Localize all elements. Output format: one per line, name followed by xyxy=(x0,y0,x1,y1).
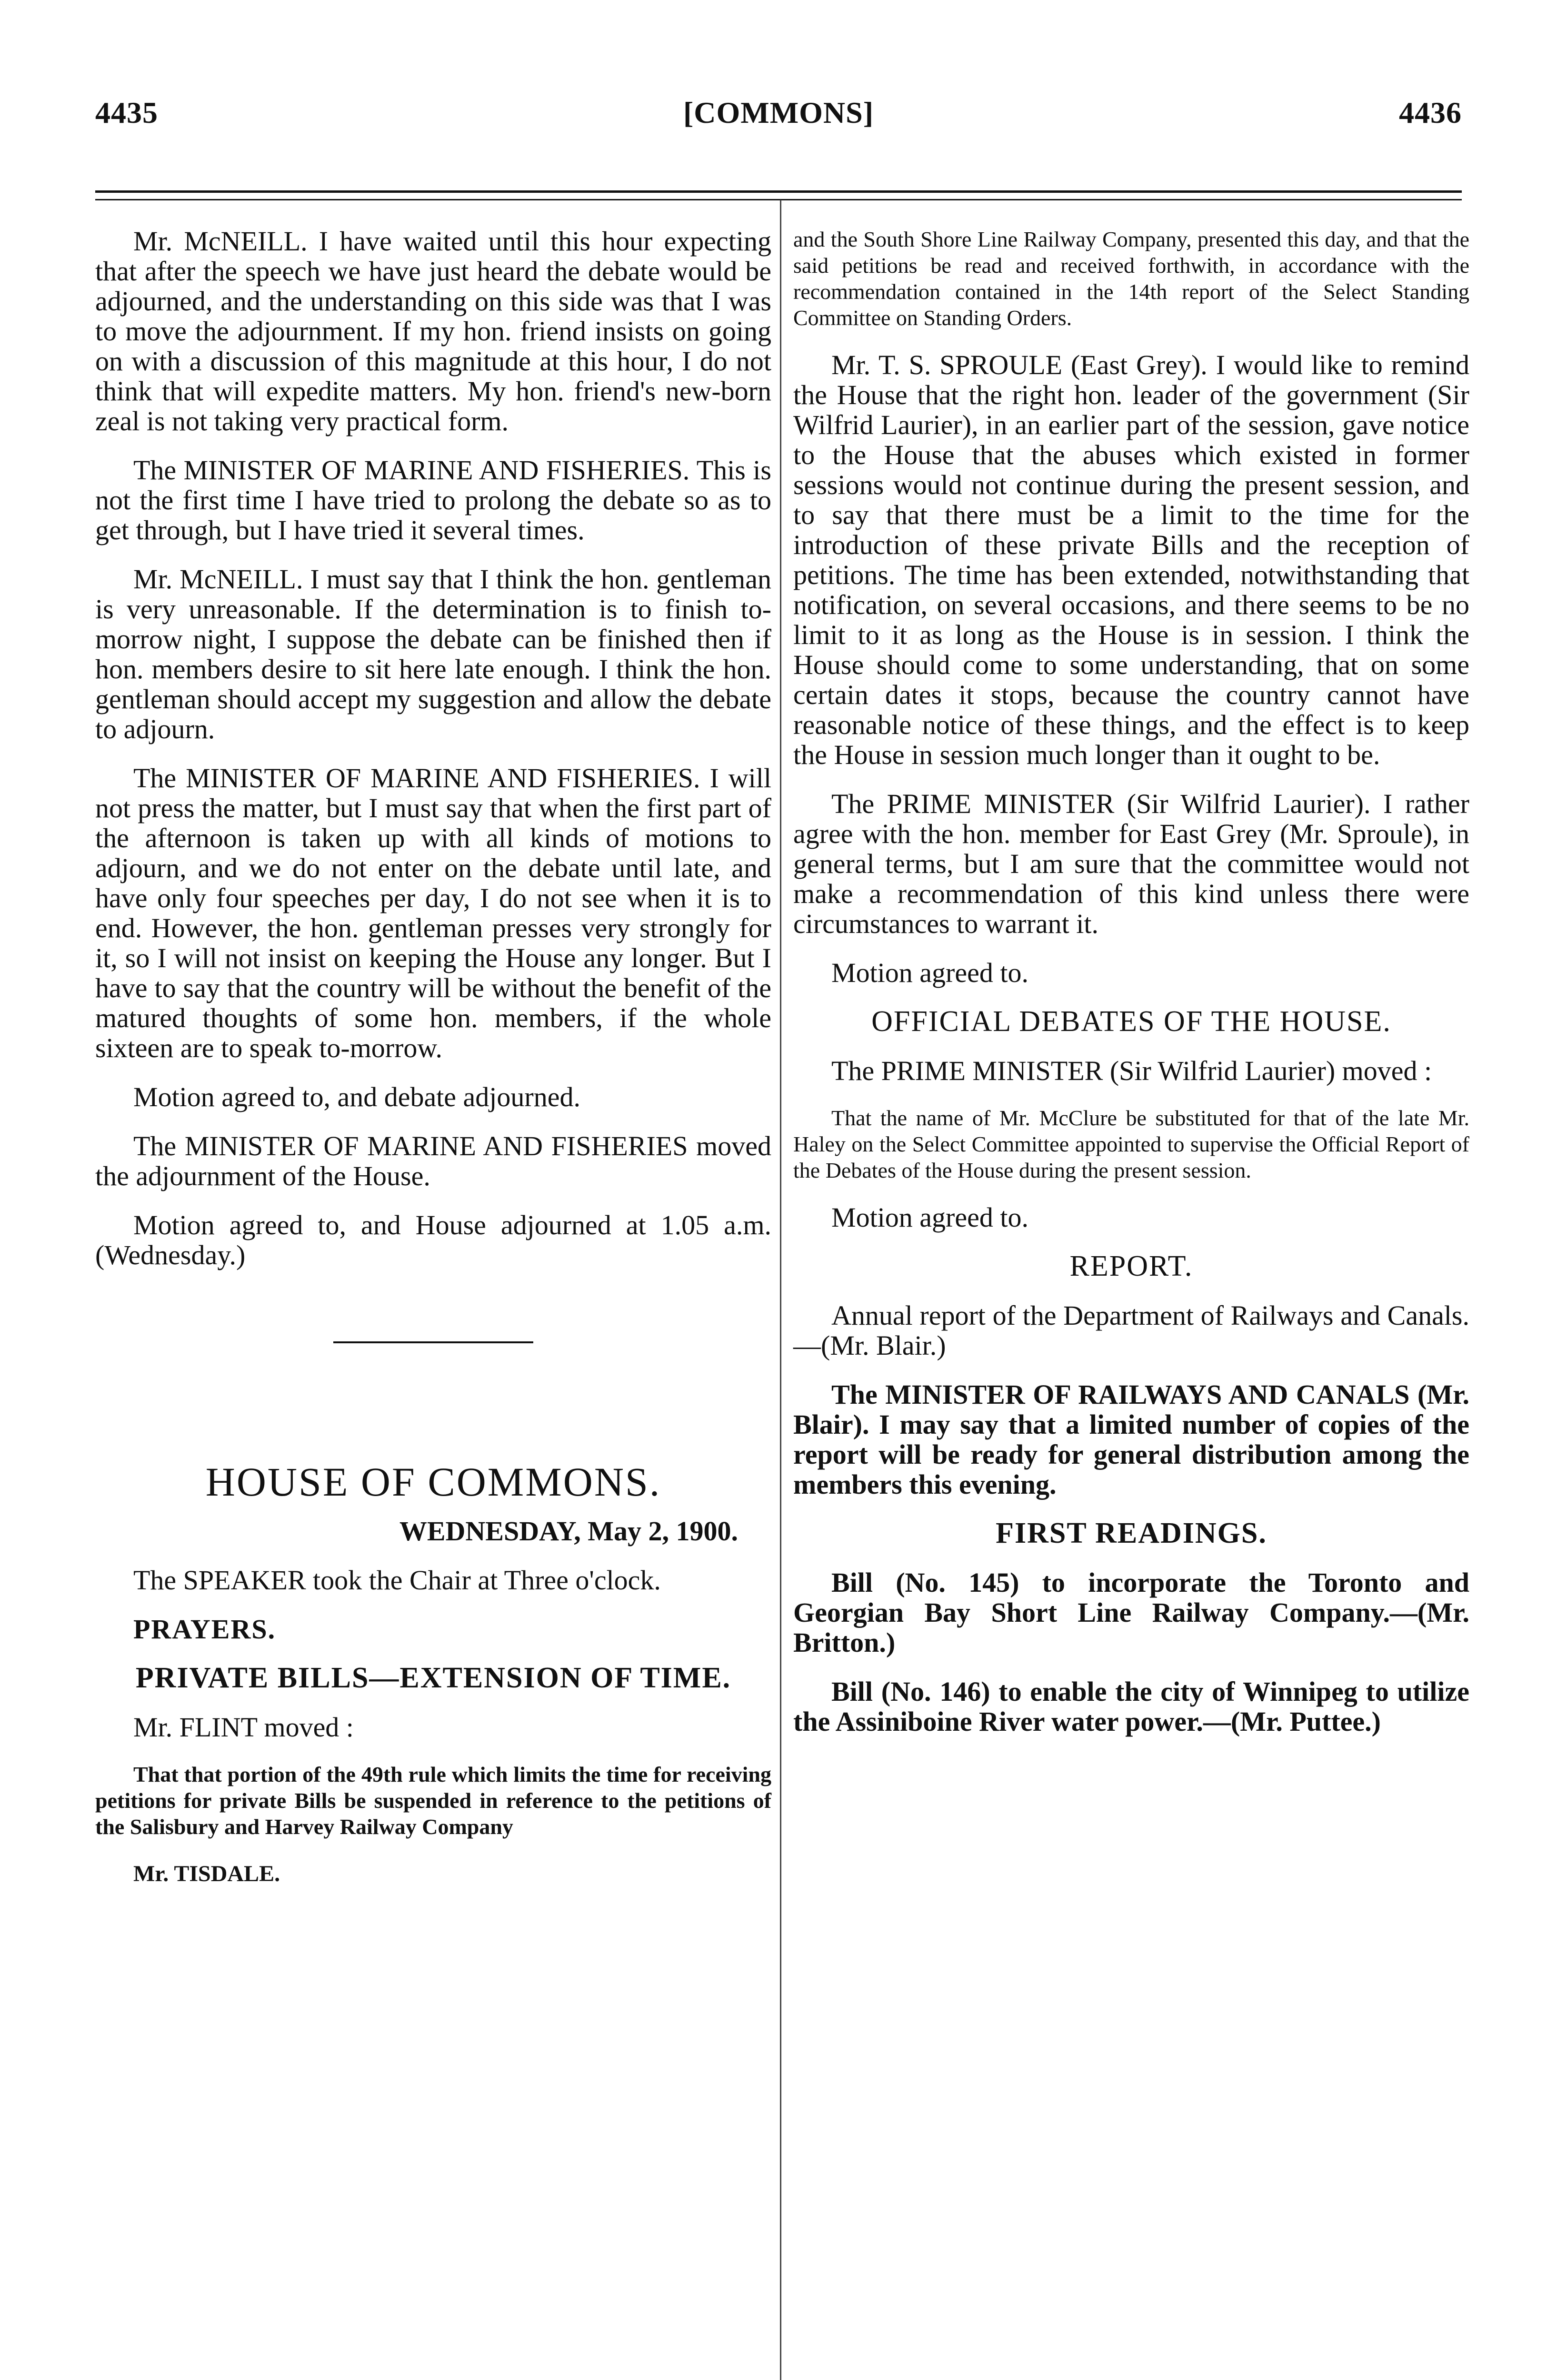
bill-entry: Bill (No. 145) to incorporate the Toronto and Georgian Bay Short Line Railway Company.—(Mr. Britton.) xyxy=(793,1567,1469,1658)
left-column xyxy=(95,226,771,1908)
section-divider xyxy=(333,1341,533,1343)
right-column xyxy=(793,226,1469,1755)
signature-line: Mr. TISDALE. xyxy=(133,1861,280,1886)
prayers-label: PRAYERS. xyxy=(133,1614,276,1645)
paragraph: The MINISTER OF MARINE AND FISHERIES. I will not press the matter, but I must say that when the first part of the afternoon is taken up with all kinds of motions to adjourn, and we do not enter on the debate until late, and have only four speeches per day, I do not see when it is to end. However, the hon. gentleman presses very strongly for it, so I will not insist on keeping the House any longer. But I have to say that the country will be without the benefit of the matured thoughts of some hon. members, if the whole sixteen are to speak to-morrow. xyxy=(95,763,771,1063)
page-number-left: 4435 xyxy=(95,96,158,129)
paragraph: Motion agreed to, and debate adjourned. xyxy=(133,1081,580,1112)
bill-entry: Bill (No. 146) to enable the city of Winnipeg to utilize the Assiniboine River water power.—(Mr. Puttee.) xyxy=(793,1676,1469,1737)
heading-report: REPORT. xyxy=(1069,1250,1193,1282)
paragraph: The PRIME MINISTER (Sir Wilfrid Laurier). I rather agree with the hon. member for East Grey (Mr. Sproule), in general terms, but I am sure that the committee would not make a recommendation of this kind unless there were circumstances to warrant it. xyxy=(793,788,1469,939)
page-header xyxy=(0,95,1557,148)
heading-official-debates: OFFICIAL DEBATES OF THE HOUSE. xyxy=(871,1005,1391,1038)
paragraph: The MINISTER OF RAILWAYS AND CANALS (Mr. Blair). I may say that a limited number of copies of the report will be ready for general distribution among the members this evening. xyxy=(793,1379,1469,1500)
paragraph: Motion agreed to, and House adjourned at 1.05 a.m. (Wednesday.) xyxy=(95,1210,771,1270)
page-number-right: 4436 xyxy=(1399,96,1462,129)
paragraph: The PRIME MINISTER (Sir Wilfrid Laurier) moved : xyxy=(831,1055,1432,1086)
paragraph: The MINISTER OF MARINE AND FISHERIES moved the adjournment of the House. xyxy=(95,1130,771,1191)
motion-text: That the name of Mr. McClure be substituted for that of the late Mr. Haley on the Select Committee appointed to supervise the Official Report of the Debates of the House during the present session. xyxy=(793,1106,1469,1182)
heading-private-bills: PRIVATE BILLS—EXTENSION OF TIME. xyxy=(135,1662,731,1694)
header-rule-bottom xyxy=(95,199,1462,200)
paragraph: The SPEAKER took the Chair at Three o'clock. xyxy=(133,1565,661,1596)
motion-text: That that portion of the 49th rule which limits the time for receiving petitions for private Bills be suspended in reference to the petitions of the Salisbury and Harvey Railway Company xyxy=(95,1762,771,1839)
header-rule-top xyxy=(95,190,1462,193)
paragraph: Mr. T. S. SPROULE (East Grey). I would like to remind the House that the right hon. leader of the government (Sir Wilfrid Laurier), in an earlier part of the session, gave notice to the House that the abuses which existed in former sessions would not continue during the present session, and to say that there must be a limit to the time for the introduction of these private Bills and the reception of petitions. The time has been extended, notwithstanding that notification, on several occasions, and there seems to be no limit to it as long as the House is in session. I think the House should come to some understanding, that on some certain dates it stops, because the country cannot have reasonable notice of these things, and the effect is to keep the House in session much longer than it ought to be. xyxy=(793,349,1469,770)
paragraph: Motion agreed to. xyxy=(831,957,1028,988)
paragraph: Mr. FLINT moved : xyxy=(133,1712,354,1743)
heading-first-readings: FIRST READINGS. xyxy=(996,1517,1267,1549)
house-title: HOUSE OF COMMONS. xyxy=(205,1459,661,1505)
paragraph: Motion agreed to. xyxy=(831,1202,1028,1233)
paragraph: Annual report of the Department of Railways and Canals.—(Mr. Blair.) xyxy=(793,1300,1469,1361)
paragraph: Mr. McNEILL. I have waited until this hour expecting that after the speech we have just heard the debate would be adjourned, and the understanding on this side was that I was to move the adjournment. If my hon. friend insists on going on with a discussion of this magnitude at this hour, I do not think that will expedite matters. My hon. friend's new-born zeal is not taking very practical form. xyxy=(95,226,771,436)
section-title: [COMMONS] xyxy=(683,96,874,129)
paragraph: Mr. McNEILL. I must say that I think the hon. gentleman is very unreasonable. If the determination is to finish to-morrow night, I suppose the debate can be finished then if hon. members desire to sit here late enough. I think the hon. gentleman should accept my suggestion and allow the debate to adjourn. xyxy=(95,564,771,744)
column-divider xyxy=(780,200,781,2380)
paragraph: The MINISTER OF MARINE AND FISHERIES. This is not the first time I have tried to prolong the debate so as to get through, but I have tried it several times. xyxy=(95,455,771,545)
sitting-date: WEDNESDAY, May 2, 1900. xyxy=(399,1516,738,1547)
motion-text-continued: and the South Shore Line Railway Company, presented this day, and that the said petitions be read and received forthwith, in accordance with the recommendation contained in the 14th report of the Select Standing Committee on Standing Orders. xyxy=(793,227,1469,330)
